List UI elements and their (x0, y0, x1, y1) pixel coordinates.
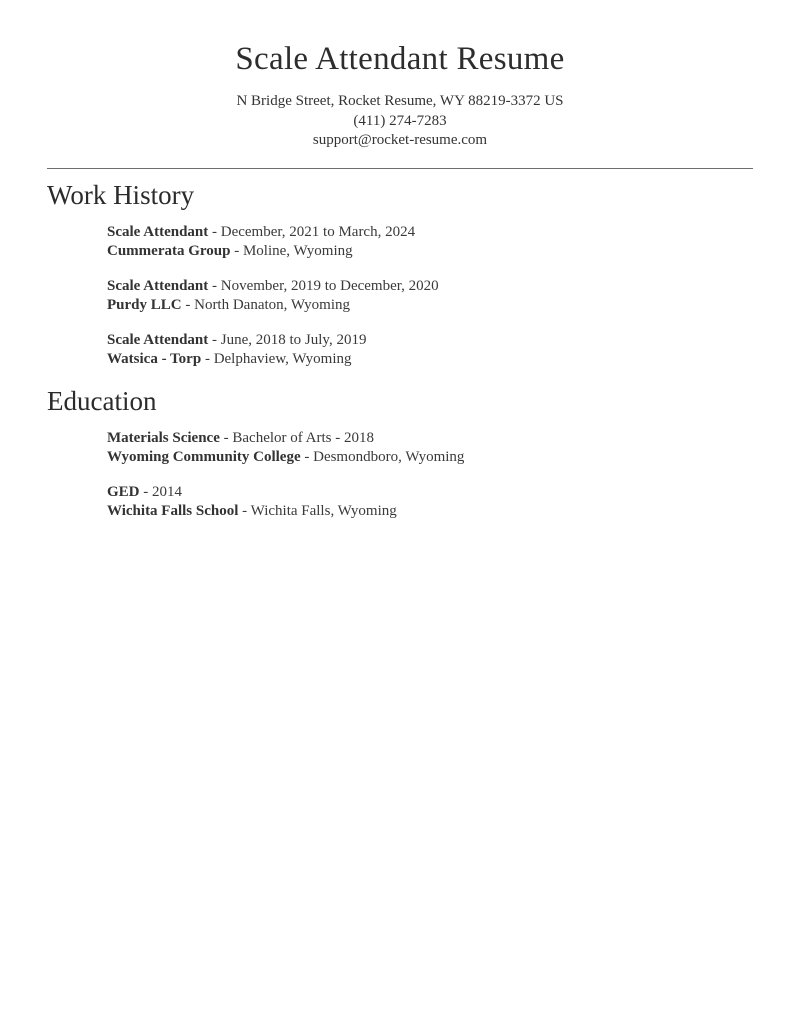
school-name: Wyoming Community College (107, 448, 301, 465)
separator-dash: - (304, 448, 310, 465)
separator-dash: - (242, 502, 248, 519)
employment-dates: December, 2021 to March, 2024 (220, 223, 416, 240)
section-work-history (47, 179, 753, 369)
page-title: Scale Attendant Resume (235, 41, 565, 77)
entry-company-line (107, 350, 753, 369)
degree-subject: Materials Science (107, 429, 220, 446)
entry-title-line (107, 331, 753, 350)
entry-school-line (107, 448, 753, 467)
entry-title-line (107, 277, 753, 296)
contact-address: N Bridge Street, Rocket Resume, WY 88219-3372 US (236, 93, 564, 109)
entry-school-line (107, 502, 753, 521)
degree-subject: GED (107, 483, 140, 500)
job-title: Scale Attendant (107, 277, 209, 294)
degree-detail: 2014 (152, 483, 183, 500)
entry-company-line (107, 296, 753, 315)
education-entry (107, 483, 753, 521)
contact-email: support@rocket-resume.com (312, 132, 488, 148)
separator-dash: - (234, 242, 240, 259)
employment-dates: November, 2019 to December, 2020 (220, 277, 439, 294)
school-location: Wichita Falls, Wyoming (250, 502, 397, 519)
separator-dash: - (212, 277, 217, 294)
resume-header (47, 40, 753, 151)
company-location: Moline, Wyoming (242, 242, 353, 259)
school-location: Desmondboro, Wyoming (313, 448, 465, 465)
work-entry (107, 331, 753, 369)
entry-company-line (107, 242, 753, 261)
work-entry (107, 277, 753, 315)
entry-degree-line (107, 429, 753, 448)
education-entries (107, 429, 753, 521)
header-divider (47, 168, 753, 169)
separator-dash: - (212, 223, 217, 240)
separator-dash: - (212, 331, 217, 348)
contact-phone: (411) 274-7283 (353, 112, 447, 129)
separator-dash: - (185, 296, 191, 313)
work-entry (107, 223, 753, 261)
company-name: Purdy LLC (107, 296, 182, 313)
company-name: Watsica - Torp (107, 350, 202, 367)
company-name: Cummerata Group (107, 242, 231, 259)
education-entry (107, 429, 753, 467)
company-location: North Danaton, Wyoming (194, 296, 350, 313)
section-heading-work-history: Work History (47, 179, 195, 210)
entry-degree-line (107, 483, 753, 502)
school-name: Wichita Falls School (107, 502, 239, 519)
company-location: Delphaview, Wyoming (213, 350, 352, 367)
separator-dash: - (204, 350, 210, 367)
separator-dash: - (223, 429, 229, 446)
section-education (47, 385, 753, 521)
section-heading-education: Education (47, 385, 157, 416)
job-title: Scale Attendant (107, 331, 209, 348)
job-title: Scale Attendant (107, 223, 209, 240)
degree-detail: Bachelor of Arts - 2018 (232, 429, 375, 446)
entry-title-line (107, 223, 753, 242)
employment-dates: June, 2018 to July, 2019 (220, 331, 367, 348)
work-history-entries (107, 223, 753, 369)
separator-dash: - (143, 483, 149, 500)
